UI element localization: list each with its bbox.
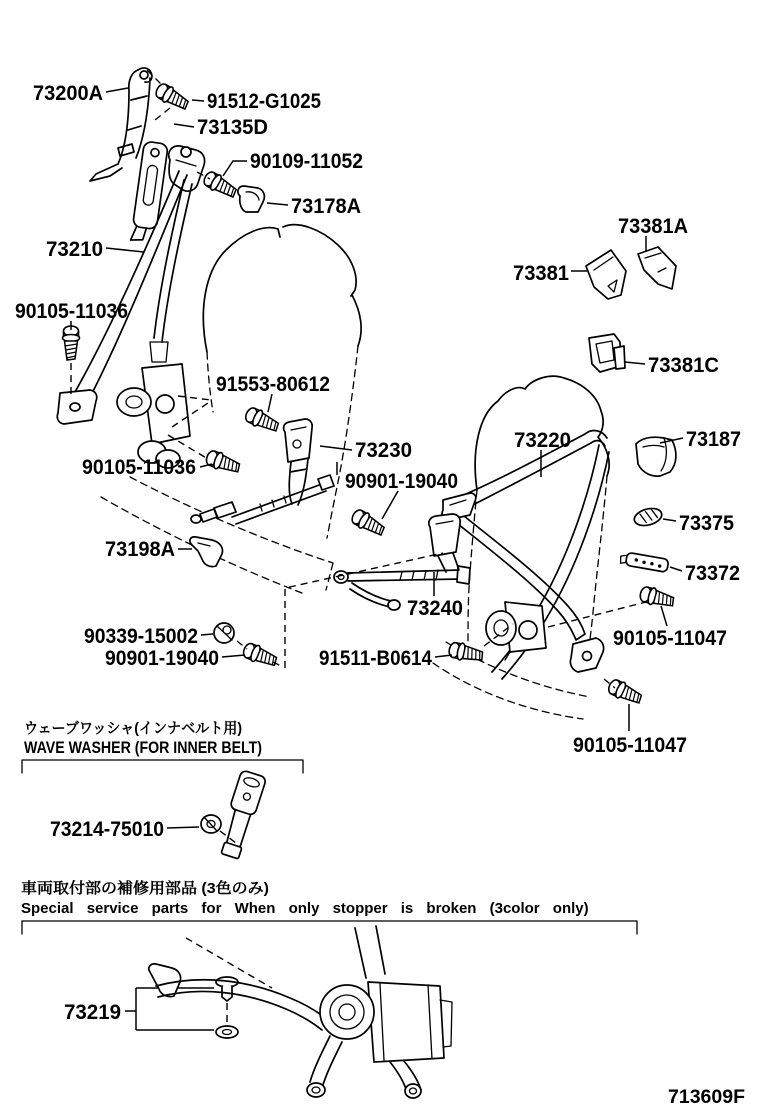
washer-90339 — [214, 623, 234, 643]
bolt-91553 — [243, 405, 281, 435]
label-73381A: 73381A — [618, 215, 688, 238]
bracket-73381C — [589, 334, 625, 372]
pad-73375 — [632, 506, 663, 529]
bolt-90105-11036-top — [63, 326, 80, 360]
label-73214-75010: 73214-75010 — [50, 818, 164, 841]
label-90109-11052: 90109-11052 — [250, 150, 363, 173]
note-service-en: Special service parts for When only stopper is broken (3color only) — [21, 900, 589, 917]
label-73198A: 73198A — [105, 538, 175, 561]
bolt-90105-11036-low — [204, 449, 242, 477]
label-73178A: 73178A — [291, 195, 361, 218]
label-90105-11036-low: 90105-11036 — [82, 456, 196, 479]
label-90339-15002: 90339-15002 — [84, 625, 198, 648]
bolt-90109 — [201, 169, 239, 201]
retractor-front — [117, 342, 190, 468]
label-91553-80612: 91553-80612 — [216, 373, 330, 396]
label-73187: 73187 — [686, 428, 741, 451]
bolt-90105-11047-low — [606, 677, 644, 707]
label-73230: 73230 — [355, 439, 412, 462]
label-73210: 73210 — [46, 238, 103, 261]
bolt-91512 — [153, 81, 191, 113]
label-73381C: 73381C — [648, 354, 719, 377]
label-73375: 73375 — [679, 512, 735, 535]
cover-73198A — [190, 537, 223, 567]
bolt-90901-low — [241, 641, 279, 669]
label-91512-G1025: 91512-G1025 — [207, 90, 322, 113]
bolt-91511 — [448, 641, 485, 665]
label-73240: 73240 — [407, 597, 463, 620]
label-73135D: 73135D — [197, 116, 268, 139]
inner-belt-73240 — [334, 514, 470, 610]
cover-73187 — [636, 437, 676, 476]
note-wave-washer-jp: ウェーブワッシャ(インナベルト用) — [24, 720, 243, 737]
label-90105-11047-up: 90105-11047 — [613, 627, 727, 650]
bolt-90901-up — [349, 507, 387, 539]
bolt-90105-11047-up — [638, 585, 675, 610]
label-73200A: 73200A — [33, 82, 103, 105]
buckle-rail-front — [191, 475, 334, 524]
bracket-73381 — [586, 250, 626, 299]
label-73220: 73220 — [514, 429, 571, 452]
drawing-number: 713609F — [668, 1087, 745, 1108]
note-wave-washer-en: WAVE WASHER (FOR INNER BELT) — [24, 738, 262, 757]
label-73372: 73372 — [685, 562, 740, 585]
label-90105-11036-top: 90105-11036 — [15, 300, 128, 323]
service-belt-assembly — [149, 926, 452, 1098]
label-73381: 73381 — [513, 262, 570, 285]
wave-washer-section — [22, 760, 303, 860]
label-91511-B0614: 91511-B0614 — [319, 647, 433, 670]
bracket-73381A — [638, 247, 676, 289]
label-90901-19040-low: 90901-19040 — [105, 647, 219, 670]
label-90105-11047-low: 90105-11047 — [573, 734, 687, 757]
pin-washer — [216, 1026, 238, 1038]
cover-73178A — [238, 186, 264, 212]
label-90901-19040-up: 90901-19040 — [345, 470, 458, 493]
retractor-rear — [486, 602, 546, 660]
note-service-jp: 車両取付部の補修用部品 (3色のみ) — [21, 880, 254, 897]
strip-73372 — [619, 551, 669, 572]
label-73219: 73219 — [64, 1001, 121, 1024]
